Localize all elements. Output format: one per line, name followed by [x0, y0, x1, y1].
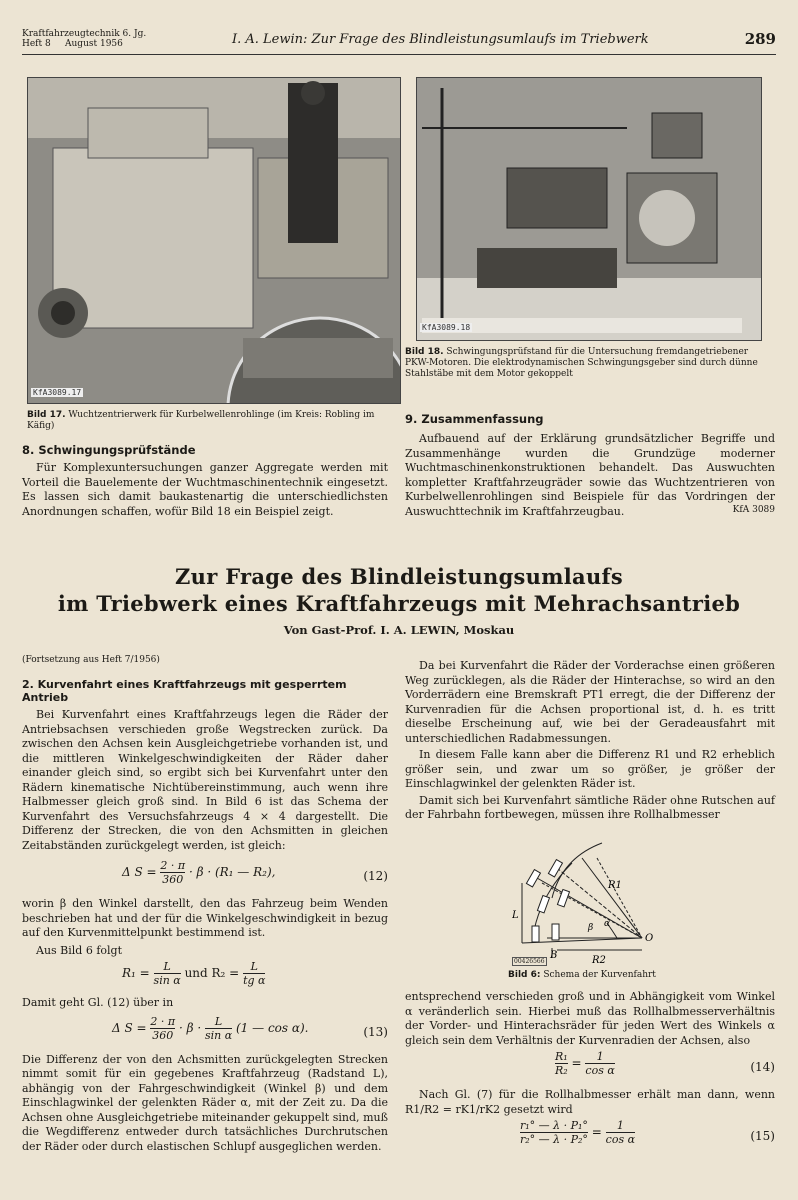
- running-header: [22, 29, 776, 55]
- section-2-p1: Bei Kurvenfahrt eines Kraftfahrzeugs legen die Räder der Antriebsachsen verschieden große Wegstrecken zurück. Da zwischen den Achsen kein Ausgleichgetriebe vorhanden ist, und die mittleren Winkelgeschwindigkeiten der Räder daher einander gleich sind, so ergibt sich bei Kurvenfahrt unter den Rädern kinematische Nichtübereinstimmung, auch wenn ihre Halbmesser gleich groß sind. In Bild 6 ist das Schema der Kurvenfahrt des Versuchsfahrzeugs 4 × 4 dargestellt. Die Differenz der Strecken, die von den Achsmitten in gleichen Zeitabständen zurückgelegt werden, ist gleich:: [22, 708, 388, 852]
- equation-14-number: (14): [750, 1060, 775, 1074]
- section-2-p5: Die Differenz der von den Achsmitten zurückgelegten Strecken nimmt somit für ein gegebenes Kraftfahrzeug (Radstand L), abhängig von der Fahrgeschwindigkeit (Winkel β) und dem Einschlagwinkel der gelenkten Räder α, mit der Zeit zu. Da die Achsen ohne Ausgleichgetriebe miteinander gekuppelt sind, muß die Wegdifferenz entweder durch tatsächliches Durchrutschen der Räder oder durch elastischen Schlupf ausgeglichen werden.: [22, 1052, 388, 1153]
- page-number: 289: [744, 30, 776, 48]
- byline: Von Gast-Prof. I. A. LEWIN, Moskau: [283, 623, 515, 637]
- cornering-schematic: [512, 838, 672, 968]
- section-2-p4: Damit geht Gl. (12) über in: [22, 996, 174, 1009]
- article-right-column-lower: [405, 990, 775, 1157]
- article-title: Zur Frage des Blindleistungsumlaufs im Triebwerk eines Kraftfahrzeugs mit Mehrachsantrieb: [57, 564, 741, 616]
- journal-info: Kraftfahrzeugtechnik 6. Jg. Heft 8 August 1956: [22, 29, 147, 49]
- figure-17-photo: [27, 77, 401, 404]
- label-R2: R2: [592, 955, 606, 966]
- article-left-column: [22, 678, 388, 1154]
- equation-r1-r2: R₁ = $\frac{L}{\text{sin α}}$ und R₂ = $\frac{L}{\text{tg α}}$: [122, 960, 266, 987]
- figure-6-stamp: 00426566: [514, 958, 545, 965]
- equation-13: Δ S = $\frac{2 \cdot \pi}{360}$ · β · $\frac{L}{\text{sin α}}$ (1 — cos α). (13): [112, 1014, 388, 1042]
- running-title: I. A. Lewin: Zur Frage des Blindleistungsumlaufs im Triebwerk: [232, 32, 649, 47]
- equation-15-number: (15): [750, 1129, 775, 1143]
- label-beta: β: [588, 923, 594, 933]
- figure-18-caption: Bild 18. Schwingungsprüfstand für die Untersuchung fremdangetriebener PKW-Motoren. Die elektrodynamischen Schwingungsgeber sind durch dünne Stahlstäbe mit dem Motor gekoppelt: [405, 347, 758, 379]
- figure-6-caption: Bild 6: Schema der Kurvenfahrt: [508, 970, 656, 980]
- figure-17-caption: Bild 17. Wuchtzentrierwerk für Kurbelwellenrohlinge (im Kreis: Robling im Käfig): [27, 410, 375, 431]
- equation-12-number: (12): [363, 869, 388, 883]
- figure-17-stamp: KfA3089.17: [33, 388, 82, 397]
- section-2-r4: entsprechend verschieden groß und in Abhängigkeit vom Winkel α veränderlich sein. Hierbei muß das Rollhalbmesserverhältnis der Vorder- und Hinterachsräder für jeden Wert des Winkels α gleich sein dem Verhältnis der Kurvenradien der Achsen, also: [405, 990, 775, 1047]
- equation-13-number: (13): [363, 1024, 388, 1039]
- figure-6-diagram: [512, 838, 672, 968]
- section-8: [22, 443, 388, 519]
- label-alpha: α: [604, 919, 611, 929]
- section-9: [405, 412, 775, 518]
- section-9-heading: 9. Zusammenfassung: [405, 412, 544, 426]
- label-R1: R1: [608, 880, 622, 891]
- label-O: O: [645, 933, 654, 944]
- label-B: B: [550, 950, 558, 961]
- section-8-heading: 8. Schwingungsprüfstände: [22, 443, 196, 457]
- section-8-text: Für Komplexuntersuchungen ganzer Aggregate werden mit Vorteil die Bauelemente der Wuchtmaschinentechnik eingesetzt. Es lassen sich damit baukastenartig die unterschiedlichsten Anordnungen schaffen, wofür Bild 18 ein Beispiel zeigt.: [22, 461, 388, 518]
- vibration-test-stand-illustration: [417, 78, 761, 340]
- section-9-ref: KfA 3089: [732, 505, 775, 515]
- equation-15: $\frac{\text{r₁° — λ · P₁°}}{\text{r₂° — λ · P₂°}}$ = $\frac{1}{\text{cos α}}$ (15): [520, 1119, 775, 1146]
- section-2-r5: Nach Gl. (7) für die Rollhalbmesser erhält man dann, wenn R1/R2 = rK1/rK2 gesetzt wird: [405, 1088, 775, 1116]
- section-2-r3: Damit sich bei Kurvenfahrt sämtliche Räder ohne Rutschen auf der Fahrbahn fortbewegen, müssen ihre Rollhalbmesser: [405, 793, 775, 821]
- section-2-p3: Aus Bild 6 folgt: [36, 943, 122, 957]
- section-2-r1: Da bei Kurvenfahrt die Räder der Vorderachse einen größeren Weg zurücklegen, als die Räder der Hinterachse, so wird an den Vorderrädern eine Bremskraft PT1 erregt, die der Differenz der Kurvenradien für die Achsen proportional ist, d. h. es tritt dieselbe Erscheinung auf, wie bei der Geradeausfahrt mit unterschiedlichen Radabmessungen.: [405, 659, 775, 745]
- section-2-heading: 2. Kurvenfahrt eines Kraftfahrzeugs mit gesperrtem Antrieb: [22, 678, 347, 704]
- section-2-r2: In diesem Falle kann aber die Differenz R1 und R2 erheblich größer sein, und zwar um so größer, je größer der Einschlagwinkel der gelenkten Räder ist.: [405, 748, 775, 790]
- section-2-p2: worin β den Winkel darstellt, den das Fahrzeug beim Wenden beschrieben hat und der für die Winkelgeschwindigkeit in bezug auf den Kurvenmittelpunkt bestimmend ist.: [22, 897, 388, 939]
- figure-18-photo: [416, 77, 762, 341]
- equation-14: $\frac{\text{R₁}}{\text{R₂}}$ = $\frac{1}{\text{cos α}}$ (14): [555, 1050, 775, 1077]
- continuation-note: (Fortsetzung aus Heft 7/1956): [22, 655, 160, 665]
- balancing-machine-illustration: [28, 78, 400, 403]
- label-L: L: [512, 910, 519, 921]
- article-right-column: [405, 659, 775, 823]
- equation-12: Δ S = $\frac{2 \cdot \pi}{360}$ · β · (R₁ — R₂), (12): [122, 859, 388, 886]
- section-9-text: Aufbauend auf der Erklärung grundsätzlicher Begriffe und Zusammenhänge wurden die Grundzüge moderner Wuchtmaschinenkonstruktionen behandelt. Das Auswuchten kompletter Kraftfahrzeugräder sowie das Wuchtzentrieren von Kurbelwellenrohlingen sind Beispiele für das Vordringen der Auswuchttechnik im Kraftfahrzeugbau.: [405, 432, 775, 518]
- figure-18-stamp: KfA3089.18: [422, 323, 471, 332]
